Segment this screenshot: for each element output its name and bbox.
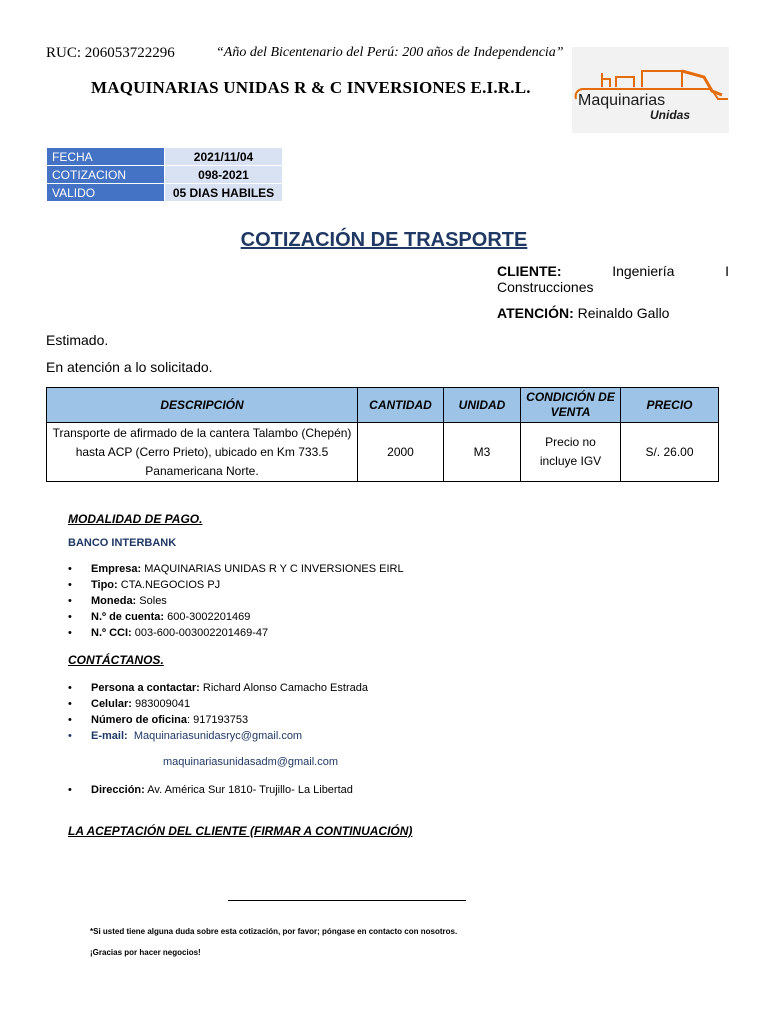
footer-note: *Si usted tiene alguna duda sobre esta cotización, por favor; póngase en contacto con nosotros. bbox=[90, 927, 458, 936]
list-item: • Número de oficina: 917193753 bbox=[68, 712, 368, 728]
col-header-description: DESCRIPCIÓN bbox=[47, 388, 358, 423]
list-item: • E-mail: Maquinariasunidasryc@gmail.com bbox=[68, 728, 368, 744]
info-label: COTIZACION bbox=[47, 166, 165, 184]
svg-text:Unidas: Unidas bbox=[650, 108, 691, 122]
info-row-validity bbox=[47, 184, 283, 202]
contact-details-list bbox=[68, 680, 368, 744]
company-name: MAQUINARIAS UNIDAS R & C INVERSIONES E.I.R.L. bbox=[91, 78, 531, 97]
company-logo bbox=[572, 47, 729, 133]
client-block bbox=[497, 263, 729, 295]
cell-quantity: 2000 bbox=[358, 423, 444, 482]
payment-section-title: MODALIDAD DE PAGO. bbox=[68, 512, 203, 526]
address-list bbox=[68, 782, 353, 798]
info-value: 2021/11/04 bbox=[165, 148, 283, 166]
svg-text:Maquinarias: Maquinarias bbox=[578, 92, 666, 109]
attention-value: Reinaldo Gallo bbox=[577, 305, 670, 321]
quote-table bbox=[46, 387, 719, 482]
info-row-quote-number bbox=[47, 166, 283, 184]
table-header-row bbox=[47, 388, 719, 423]
cell-description: Transporte de afirmado de la cantera Talambo (Chepén) hasta ACP (Cerro Prieto), ubicado en Km 733.5 Panamericana Norte. bbox=[47, 423, 358, 482]
document-title: COTIZACIÓN DE TRASPORTE bbox=[240, 229, 528, 251]
client-name-word: I bbox=[725, 263, 729, 279]
info-value: 05 DIAS HABILES bbox=[165, 184, 283, 202]
table-row bbox=[47, 423, 719, 482]
payment-details-list bbox=[68, 561, 404, 641]
contact-section-title: CONTÁCTANOS. bbox=[68, 653, 164, 667]
info-label: FECHA bbox=[47, 148, 165, 166]
col-header-condition: CONDICIÓN DE VENTA bbox=[521, 388, 621, 423]
email-link-secondary[interactable]: maquinariasunidasadm@gmail.com bbox=[163, 756, 339, 768]
attention-line bbox=[497, 305, 669, 321]
quote-info-table bbox=[46, 147, 283, 202]
client-name-word: Ingeniería bbox=[612, 263, 675, 279]
national-motto: “Año del Bicentenario del Perú: 200 años de Independencia” bbox=[216, 45, 564, 60]
email-link[interactable]: Maquinariasunidasryc@gmail.com bbox=[133, 730, 303, 742]
col-header-unit: UNIDAD bbox=[444, 388, 521, 423]
list-item: • Persona a contactar: Richard Alonso Camacho Estrada bbox=[68, 680, 368, 696]
list-item: • N.º CCI: 003-600-003002201469-47 bbox=[68, 625, 404, 641]
list-item: • Celular: 983009041 bbox=[68, 696, 368, 712]
cell-price: S/. 26.00 bbox=[621, 423, 719, 482]
acceptance-title: LA ACEPTACIÓN DEL CLIENTE (FIRMAR A CONTINUACIÓN) bbox=[68, 824, 413, 838]
cell-condition: Precio no incluye IGV bbox=[521, 423, 621, 482]
list-item: • Moneda: Soles bbox=[68, 593, 404, 609]
greeting: Estimado. bbox=[46, 332, 109, 348]
col-header-price: PRECIO bbox=[621, 388, 719, 423]
bank-name: BANCO INTERBANK bbox=[68, 537, 177, 549]
intro-text: En atención a lo solicitado. bbox=[46, 359, 213, 375]
attention-label: ATENCIÓN: bbox=[497, 305, 574, 321]
client-name-word: Construcciones bbox=[497, 279, 594, 295]
signature-line bbox=[228, 900, 466, 901]
list-item: • Dirección: Av. América Sur 1810- Trujillo- La Libertad bbox=[68, 782, 353, 798]
list-item: • N.º de cuenta: 600-3002201469 bbox=[68, 609, 404, 625]
footer-thanks: ¡Gracias por hacer negocios! bbox=[90, 948, 201, 957]
ruc-number: RUC: 206053722296 bbox=[46, 45, 175, 61]
info-label: VALIDO bbox=[47, 184, 165, 202]
cell-unit: M3 bbox=[444, 423, 521, 482]
col-header-quantity: CANTIDAD bbox=[358, 388, 444, 423]
list-item: • Tipo: CTA.NEGOCIOS PJ bbox=[68, 577, 404, 593]
info-row-date bbox=[47, 148, 283, 166]
info-value: 098-2021 bbox=[165, 166, 283, 184]
client-label: CLIENTE: bbox=[497, 263, 562, 279]
list-item: • Empresa: MAQUINARIAS UNIDAS R Y C INVERSIONES EIRL bbox=[68, 561, 404, 577]
